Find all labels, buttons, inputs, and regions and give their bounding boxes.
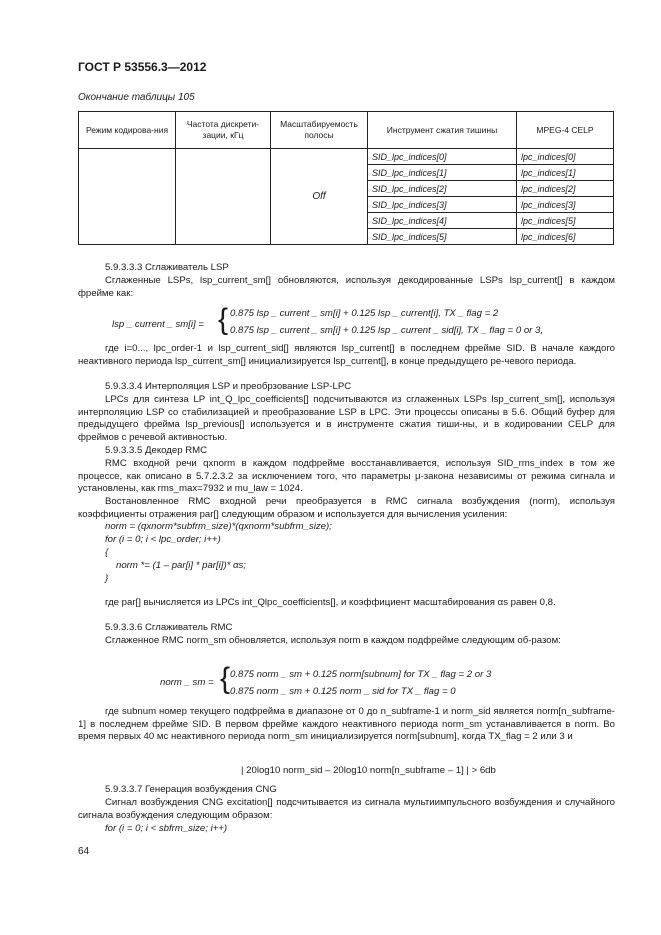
page-number: 64 [78,846,90,857]
brace-glyph: { [218,303,229,336]
cell-sid: SID_lpc_indices[5] [368,229,517,245]
cell-scalability: Off [271,149,368,245]
paragraph: Сигнал возбуждения CNG excitation[] подсчитывается из сигнала мультиимпульсного возбуждения и случайного сигнала возбуждения следующим образом: [78,797,615,821]
paragraph: Сглаженное RMC norm_sm обновляется, используя norm в каждом подфрейме следующим об-разом: [105,635,561,646]
paragraph: где subnum номер текущего подфрейма в диапазоне от 0 до n_subframe-1 и norm_sid является norm[n_subframe-1] в последнем фрейме SID. В первом фрейме каждого неактивного периода norm_sm устанавливается в norm. Во время первых 40 мс неактивного периода norm_sm инициализируется norm[subnum], когда TX_flag = 2 или 3 и [78,706,615,743]
paragraph: LPCs для синтеза LP int_Q_lpc_coefficients[] подсчитываются из сглаженных LSPs lsp_current_sm[], используя интерполяцию LSP со стабилизацией и преобразование LSP в LPC. Эти процессы описаны в 5.6. Общий буфер для предыдущего фрейма lsp_previous[] используется и в инструменте сжатия тиши-ны, и в кодировании CELP для фреймов с речевой активностью. [78,394,615,443]
code-line: norm *= (1 – par[i] * par[i])* αs; [116,560,246,571]
cell-celp: lpc_indices[2] [517,181,614,197]
table-row [79,149,614,165]
table-header-row [79,112,614,149]
code-line: } [105,573,109,584]
section-title-rmc-smoother: 5.9.3.3.6 Сглаживатель RMC [105,622,233,633]
cell-sid: SID_lpc_indices[1] [368,165,517,181]
equation-lhs: norm _ sm = [160,677,214,688]
section-title-lsp-smoother: 5.9.3.3.3 Сглаживатель LSP [105,262,229,273]
brace-glyph: { [220,662,231,695]
equation-lhs: lsp _ current _ sm[i] = [112,319,204,330]
table-caption: Окончание таблицы 105 [78,92,195,103]
equation-line: | 20log10 norm_sid – 20log10 norm[n_subframe – 1] | > 6db [241,765,496,776]
paragraph: Сглаженные LSPs, lsp_current_sm[] обновляются, используя декодированные LSPs lsp_current[] в каждом фрейме как: [78,275,615,299]
section-title-cng: 5.9.3.3.7 Генерация возбуждения CNG [105,784,277,795]
paragraph: RMC входной речи qxnorm в каждом подфрейме восстанавливается, используя SID_rms_index в том же процессе, как описано в 5.7.2.3.2 за исключением того, что параметры μ-закона независимы от режима сигнала и установлены, как rms_max=7932 и mu_law = 1024. [78,458,615,495]
col-header-silence-tool: Инструмент сжатия тишины [368,112,517,149]
cell-celp: lpc_indices[6] [517,229,614,245]
code-line: { [105,547,109,558]
equation-line: 0.875 norm _ sm + 0.125 norm[subnum] for TX _ flag = 2 or 3 [230,669,492,680]
equation-line: 0.875 norm _ sm + 0.125 norm _ sid for TX _ flag = 0 [230,686,456,697]
cell-mode [79,149,176,245]
document-header: ГОСТ Р 53556.3—2012 [78,60,207,74]
col-header-scalability: Масштабируемость полосы [271,112,368,149]
paragraph: где par[] вычисляется из LPCs int_Qlpc_coefficients[], и коэффициент масштабирования αs равен 0,8. [105,597,556,608]
col-header-mode: Режим кодирова-ния [79,112,176,149]
paragraph: где i=0..., lpc_order-1 и lsp_current_sid[] являются lsp_current[] в последнем фрейме SID. В начале каждого неактивного периода lsp_current_sm[] инициализируется lsp_current[], в конце предыдущего ре-чевого периода. [78,343,615,367]
cell-celp: lpc_indices[5] [517,213,614,229]
cell-sid: SID_lpc_indices[3] [368,197,517,213]
section-title-interpolation: 5.9.3.3.4 Интерполяция LSP и преобрзование LSP-LPC [105,381,352,392]
cell-celp: lpc_indices[3] [517,197,614,213]
code-line: norm = (qxnorm*subfrm_size)*(qxnorm*subfrm_size); [105,521,332,532]
code-line: for (i = 0; i < lpc_order; i++) [105,534,221,545]
cell-rate [176,149,271,245]
cell-sid: SID_lpc_indices[4] [368,213,517,229]
cell-celp: lpc_indices[1] [517,165,614,181]
paragraph: Востановленное RMC входной речи преобразуется в RMC сигнала возбуждения (norm), используя коэффициенты отражения par[] следующим образом и используется для вычисления усиления: [78,496,615,520]
col-header-celp: MPEG-4 CELP [517,112,614,149]
col-header-rate: Частота дискрети-зации, кГц [176,112,271,149]
code-line: for (i = 0; i < sbfrm_size; i++) [105,823,228,834]
equation-line: 0.875 lsp _ current _ sm[i] + 0.125 lsp _ current _ sid[i], TX _ flag = 0 or 3, [230,325,544,336]
cell-sid: SID_lpc_indices[2] [368,181,517,197]
data-table [78,111,614,245]
cell-celp: lpc_indices[0] [517,149,614,165]
section-title-rmc-decoder: 5.9.3.3.5 Декодер RMC [105,445,208,456]
equation-line: 0.875 lsp _ current _ sm[i] + 0.125 lsp _ current[i], TX _ flag = 2 [230,308,499,319]
cell-sid: SID_lpc_indices[0] [368,149,517,165]
